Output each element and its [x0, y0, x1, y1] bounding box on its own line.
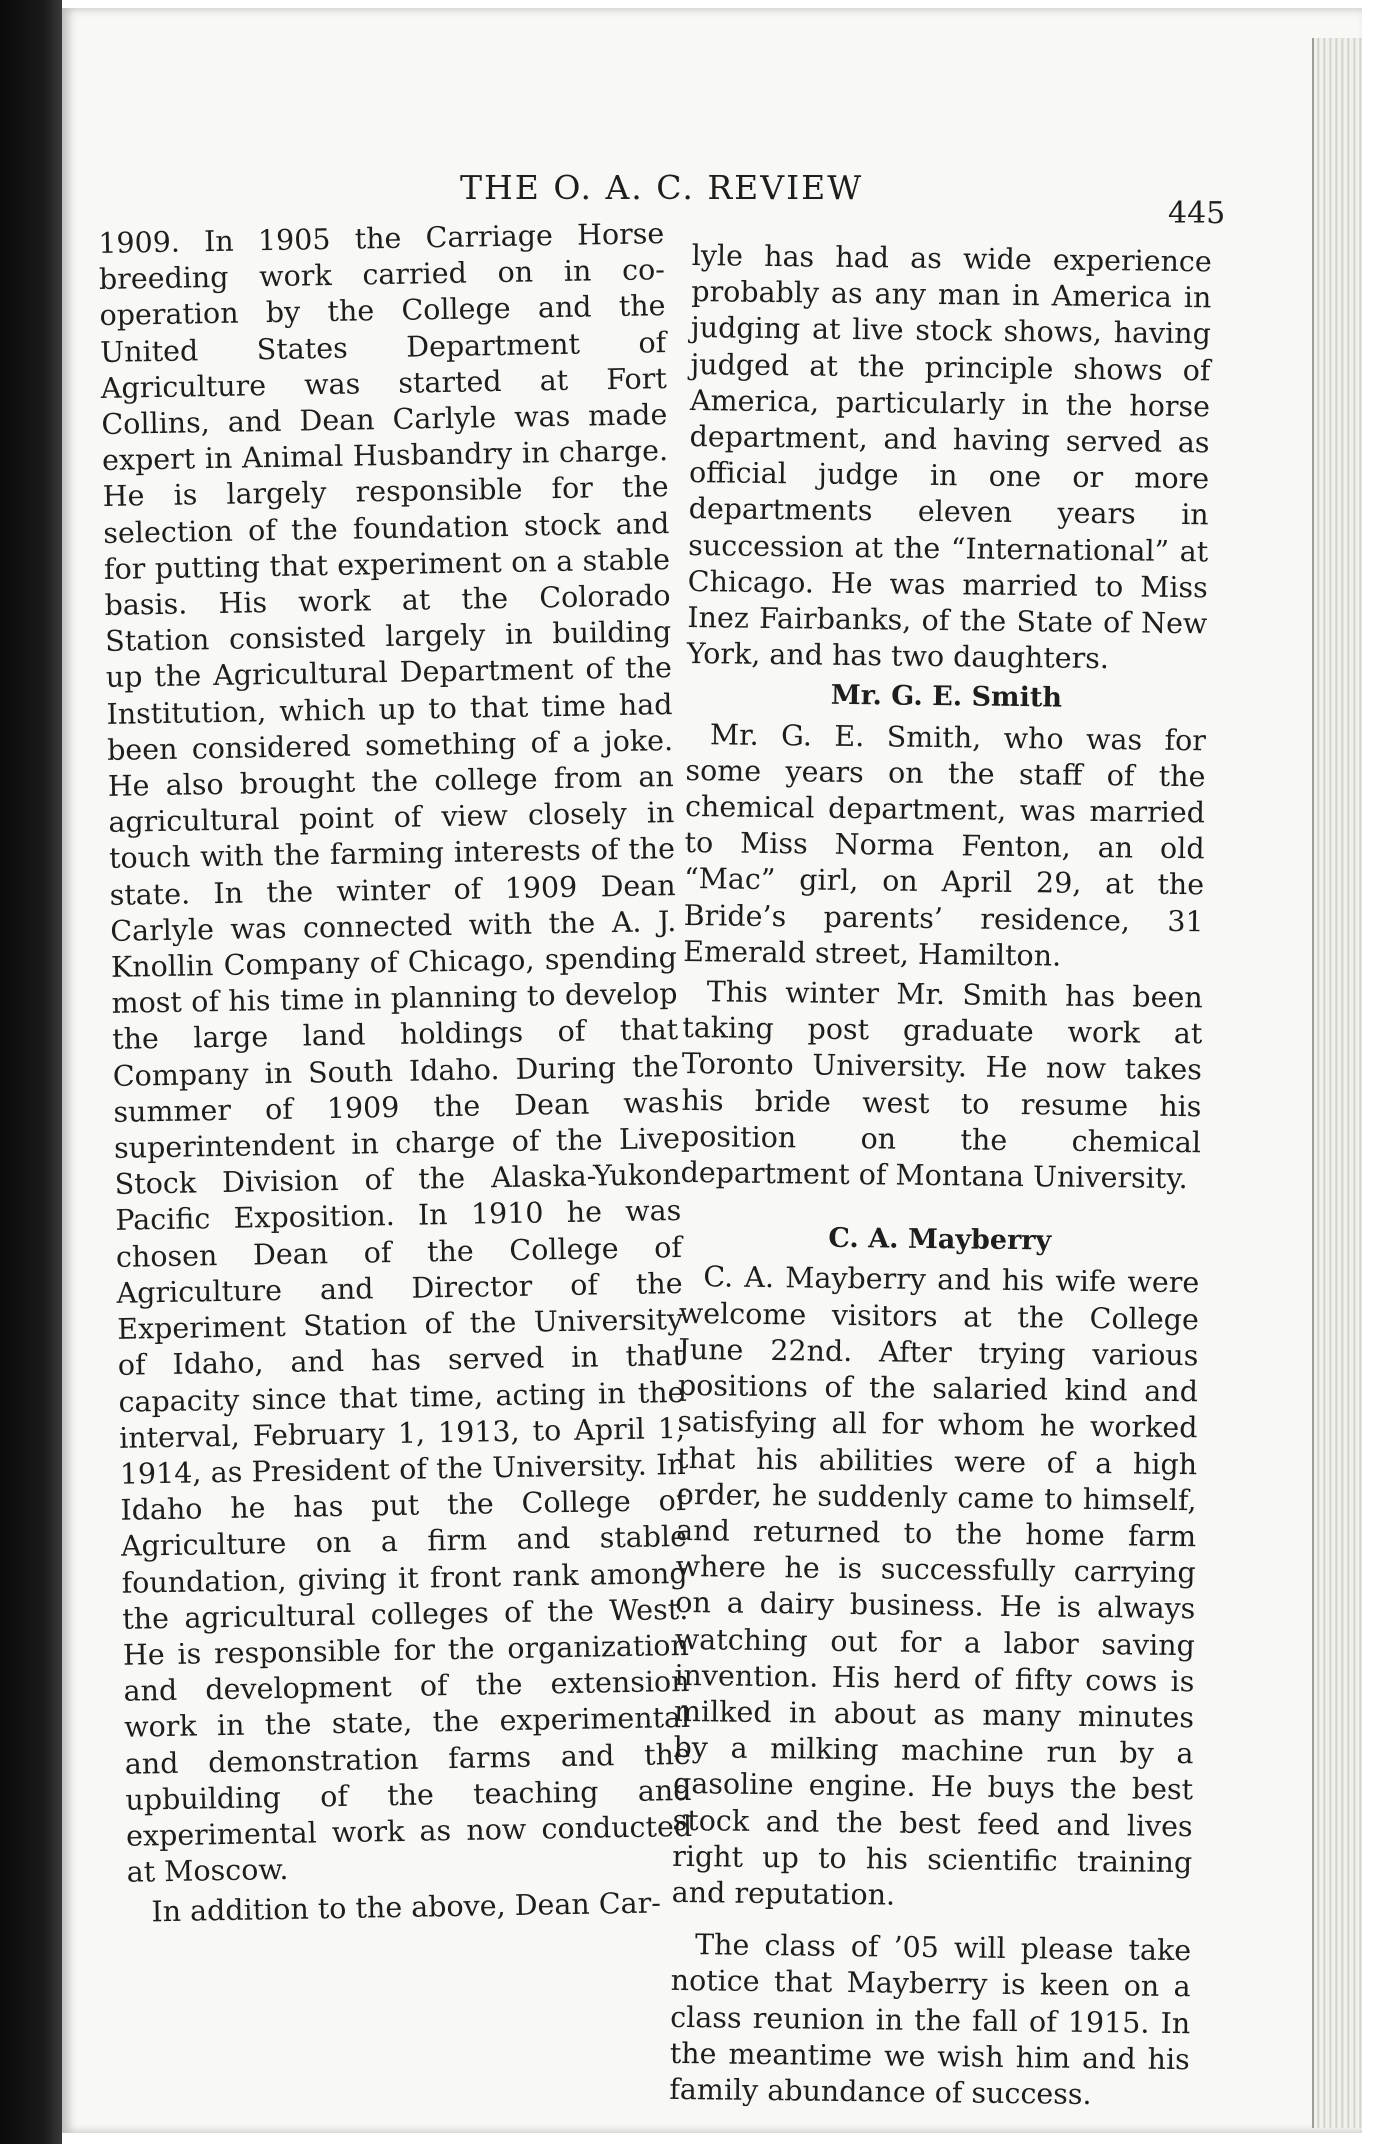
page-edges	[1312, 38, 1362, 2128]
page-number: 445	[1168, 196, 1226, 231]
right-column	[669, 238, 1212, 2118]
running-head: THE O. A. C. REVIEW	[460, 168, 864, 207]
paragraph: In addition to the above, Dean Car-	[151, 1886, 662, 1929]
paragraph: This winter Mr. Smith has been taking post graduate work at Toronto University. He now takes his bride west to resume his position on the chemical department of Montana University.	[680, 975, 1203, 1196]
left-column	[98, 216, 694, 1935]
paragraph: The class of ’05 will please take notice that Mayberry is keen on a class reunion in the fall of 1915. In the meantime we wish him and his family abundance of success.	[669, 1928, 1192, 2111]
book-binding	[0, 0, 62, 2144]
section-heading-smith: Mr. G. E. Smith	[830, 680, 1063, 714]
section-heading-mayberry: C. A. Mayberry	[828, 1223, 1052, 1257]
paragraph: 1909. In 1905 the Carriage Horse breeding work carried on in co-operation by the College and the United States Department of Agriculture was started at Fort Collins, and Dean Carlyle was made expert in Animal Husbandry in charge. He is largely responsible for the selection of the foundation stock and for putting that experiment on a stable basis. His work at the Colorado Station consisted largely in building up the Agricultural Department of the Institution, which up to that time had been considered something of a joke. He also brought the college from an agricultural point of view closely in touch with the farming interests of the state. In the winter of 1909 Dean Carlyle was connected with the A. J. Knollin Company of Chicago, spending most of his time in planning to develop the large land holdings of that Company in South Idaho. During the summer of 1909 the Dean was superintendent in charge of the Live Stock Division of the Alaska-Yukon Pacific Exposition. In 1910 he was chosen Dean of the College of Agriculture and Director of the Experiment Station of the University of Idaho, and has served in that capacity since that time, acting in the interval, February 1, 1913, to April 1, 1914, as President of the University. In Idaho he has put the College of Agriculture on a firm and stable foundation, giving it front rank among the agricultural colleges of the West. He is responsible for the organization and development of the extension work in the state, the experimental and demonstration farms and the upbuilding of the teaching and experimental work as now conducted at Moscow.	[98, 217, 693, 1889]
paragraph: C. A. Mayberry and his wife were welcome visitors at the College June 22nd. After trying various positions of the salaried kind and satisfying all for whom he worked that his abilities were of a high order, he suddenly came to himself, and returned to the home farm where he is successfully carrying on a dairy business. He is always watching out for a labor saving invention. His herd of fifty cows is milked in about as many minutes by a milking machine run by a gasoline engine. He buys the best stock and the best feed and lives right up to his scientific training and reputation.	[671, 1260, 1200, 1912]
paragraph: lyle has had as wide experience probably as any man in America in judging at live stock shows, having judged at the principle shows of America, particularly in the horse department, and having served as official judge in one or more departments eleven years in succession at the “International” at Chicago. He was married to Miss Inez Fairbanks, of the State of New York, and has two daughters.	[686, 238, 1212, 676]
paragraph: Mr. G. E. Smith, who was for some years on the staff of the chemical department, was married to Miss Norma Fenton, an old “Mac” girl, on April 29, at the Bride’s parents’ residence, 31 Emerald street, Hamilton.	[683, 717, 1207, 973]
